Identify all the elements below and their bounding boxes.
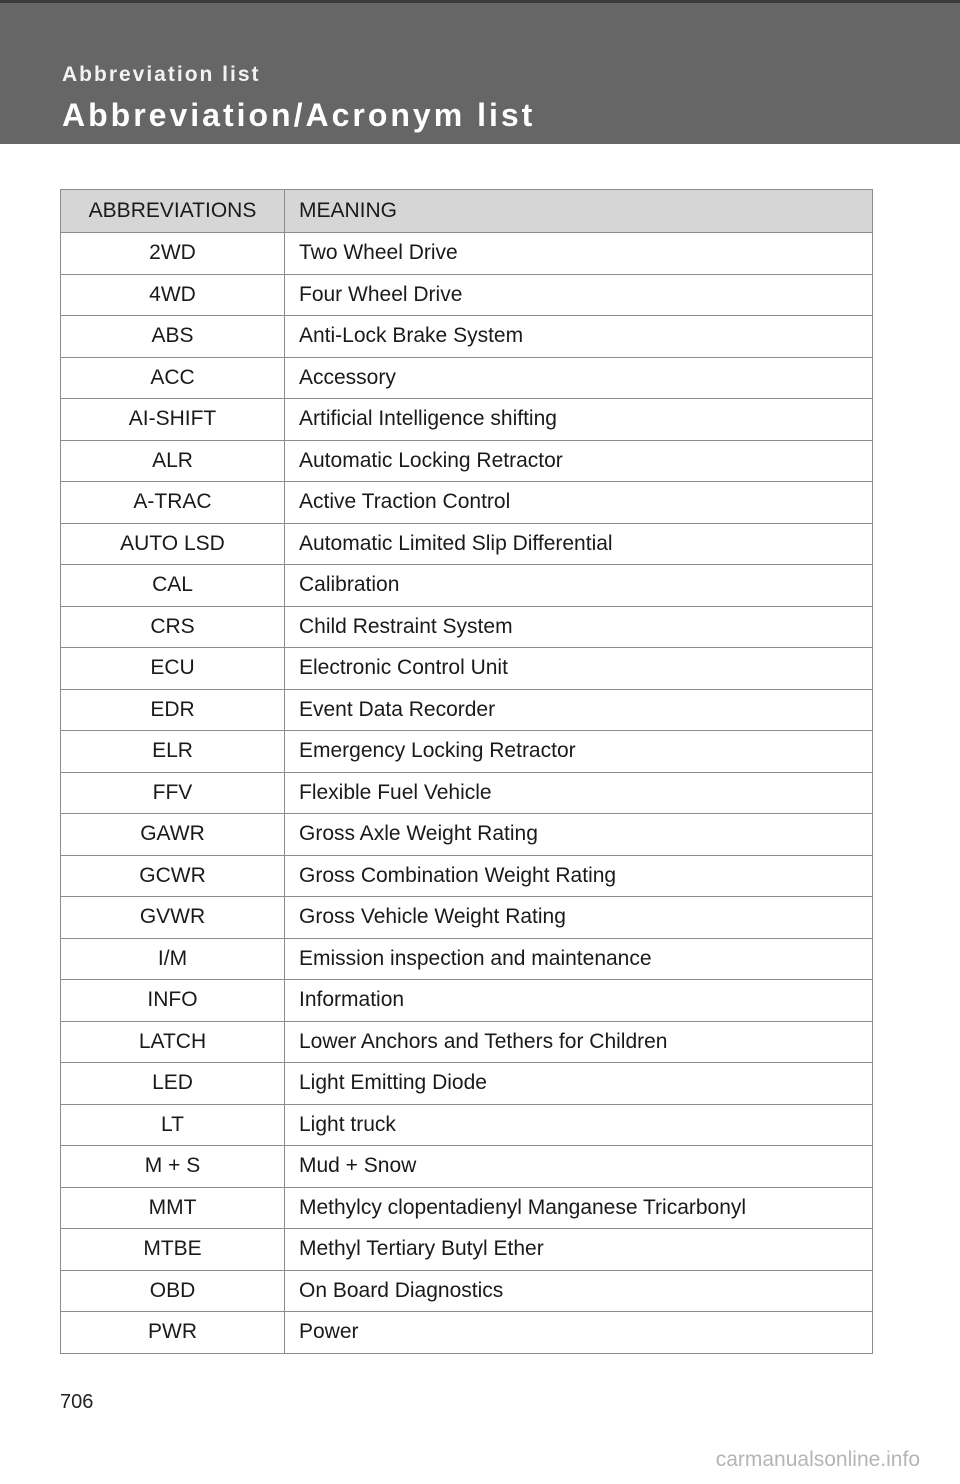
abbreviation-cell: ECU — [61, 648, 285, 690]
abbreviation-cell: MMT — [61, 1187, 285, 1229]
watermark: carmanualsonline.info — [715, 1448, 920, 1471]
table-row — [61, 731, 873, 773]
meaning-cell: Event Data Recorder — [285, 689, 873, 731]
abbreviation-cell: MTBE — [61, 1229, 285, 1271]
abbreviation-cell: LATCH — [61, 1021, 285, 1063]
abbreviation-cell: GAWR — [61, 814, 285, 856]
meaning-cell: On Board Diagnostics — [285, 1270, 873, 1312]
table-row — [61, 1187, 873, 1229]
table-row — [61, 316, 873, 358]
abbreviation-cell: INFO — [61, 980, 285, 1022]
table-row — [61, 565, 873, 607]
table-row — [61, 855, 873, 897]
meaning-cell: Methylcy clopentadienyl Manganese Tricarbonyl — [285, 1187, 873, 1229]
table-row — [61, 233, 873, 275]
meaning-cell: Emergency Locking Retractor — [285, 731, 873, 773]
abbreviation-cell: CRS — [61, 606, 285, 648]
table-row — [61, 897, 873, 939]
table-header-row — [61, 190, 873, 233]
table-row — [61, 1104, 873, 1146]
abbreviation-table — [60, 189, 873, 1354]
abbreviation-cell: AI-SHIFT — [61, 399, 285, 441]
meaning-cell: Anti-Lock Brake System — [285, 316, 873, 358]
abbreviation-cell: I/M — [61, 938, 285, 980]
abbreviation-cell: OBD — [61, 1270, 285, 1312]
table-row — [61, 814, 873, 856]
page-header — [0, 0, 960, 144]
table-row — [61, 523, 873, 565]
meaning-cell: Child Restraint System — [285, 606, 873, 648]
meaning-cell: Four Wheel Drive — [285, 274, 873, 316]
abbreviation-cell: PWR — [61, 1312, 285, 1354]
meaning-cell: Gross Axle Weight Rating — [285, 814, 873, 856]
table-row — [61, 274, 873, 316]
section-label: Abbreviation list — [62, 63, 261, 86]
abbreviation-cell: GCWR — [61, 855, 285, 897]
meaning-cell: Automatic Limited Slip Differential — [285, 523, 873, 565]
meaning-cell: Two Wheel Drive — [285, 233, 873, 275]
meaning-cell: Calibration — [285, 565, 873, 607]
column-header-meaning: MEANING — [285, 190, 873, 233]
table-row — [61, 1229, 873, 1271]
table-row — [61, 606, 873, 648]
meaning-cell: Artificial Intelligence shifting — [285, 399, 873, 441]
abbreviation-cell: GVWR — [61, 897, 285, 939]
abbreviation-cell: EDR — [61, 689, 285, 731]
column-header-abbreviations: ABBREVIATIONS — [61, 190, 285, 233]
meaning-cell: Electronic Control Unit — [285, 648, 873, 690]
meaning-cell: Light Emitting Diode — [285, 1063, 873, 1105]
table-row — [61, 1270, 873, 1312]
abbreviation-cell: LED — [61, 1063, 285, 1105]
page-title: Abbreviation/Acronym list — [62, 97, 536, 133]
meaning-cell: Accessory — [285, 357, 873, 399]
meaning-cell: Information — [285, 980, 873, 1022]
meaning-cell: Gross Combination Weight Rating — [285, 855, 873, 897]
table-row — [61, 980, 873, 1022]
meaning-cell: Methyl Tertiary Butyl Ether — [285, 1229, 873, 1271]
table-row — [61, 938, 873, 980]
table-row — [61, 648, 873, 690]
abbreviation-cell: CAL — [61, 565, 285, 607]
table-row — [61, 772, 873, 814]
abbreviation-cell: AUTO LSD — [61, 523, 285, 565]
abbreviation-cell: FFV — [61, 772, 285, 814]
meaning-cell: Lower Anchors and Tethers for Children — [285, 1021, 873, 1063]
table-row — [61, 689, 873, 731]
page-number: 706 — [60, 1391, 94, 1413]
abbreviation-cell: ALR — [61, 440, 285, 482]
abbreviation-cell: ELR — [61, 731, 285, 773]
table-row — [61, 1021, 873, 1063]
meaning-cell: Light truck — [285, 1104, 873, 1146]
meaning-cell: Mud + Snow — [285, 1146, 873, 1188]
meaning-cell: Gross Vehicle Weight Rating — [285, 897, 873, 939]
table-row — [61, 1312, 873, 1354]
meaning-cell: Power — [285, 1312, 873, 1354]
table-row — [61, 357, 873, 399]
table-row — [61, 440, 873, 482]
table-row — [61, 1063, 873, 1105]
meaning-cell: Emission inspection and maintenance — [285, 938, 873, 980]
meaning-cell: Automatic Locking Retractor — [285, 440, 873, 482]
abbreviation-cell: ACC — [61, 357, 285, 399]
table-row — [61, 482, 873, 524]
abbreviation-cell: ABS — [61, 316, 285, 358]
meaning-cell: Active Traction Control — [285, 482, 873, 524]
abbreviation-cell: LT — [61, 1104, 285, 1146]
abbreviation-cell: 2WD — [61, 233, 285, 275]
abbreviation-cell: M + S — [61, 1146, 285, 1188]
table-row — [61, 1146, 873, 1188]
abbreviation-cell: A-TRAC — [61, 482, 285, 524]
meaning-cell: Flexible Fuel Vehicle — [285, 772, 873, 814]
abbreviation-cell: 4WD — [61, 274, 285, 316]
table-body — [61, 233, 873, 1354]
table-row — [61, 399, 873, 441]
